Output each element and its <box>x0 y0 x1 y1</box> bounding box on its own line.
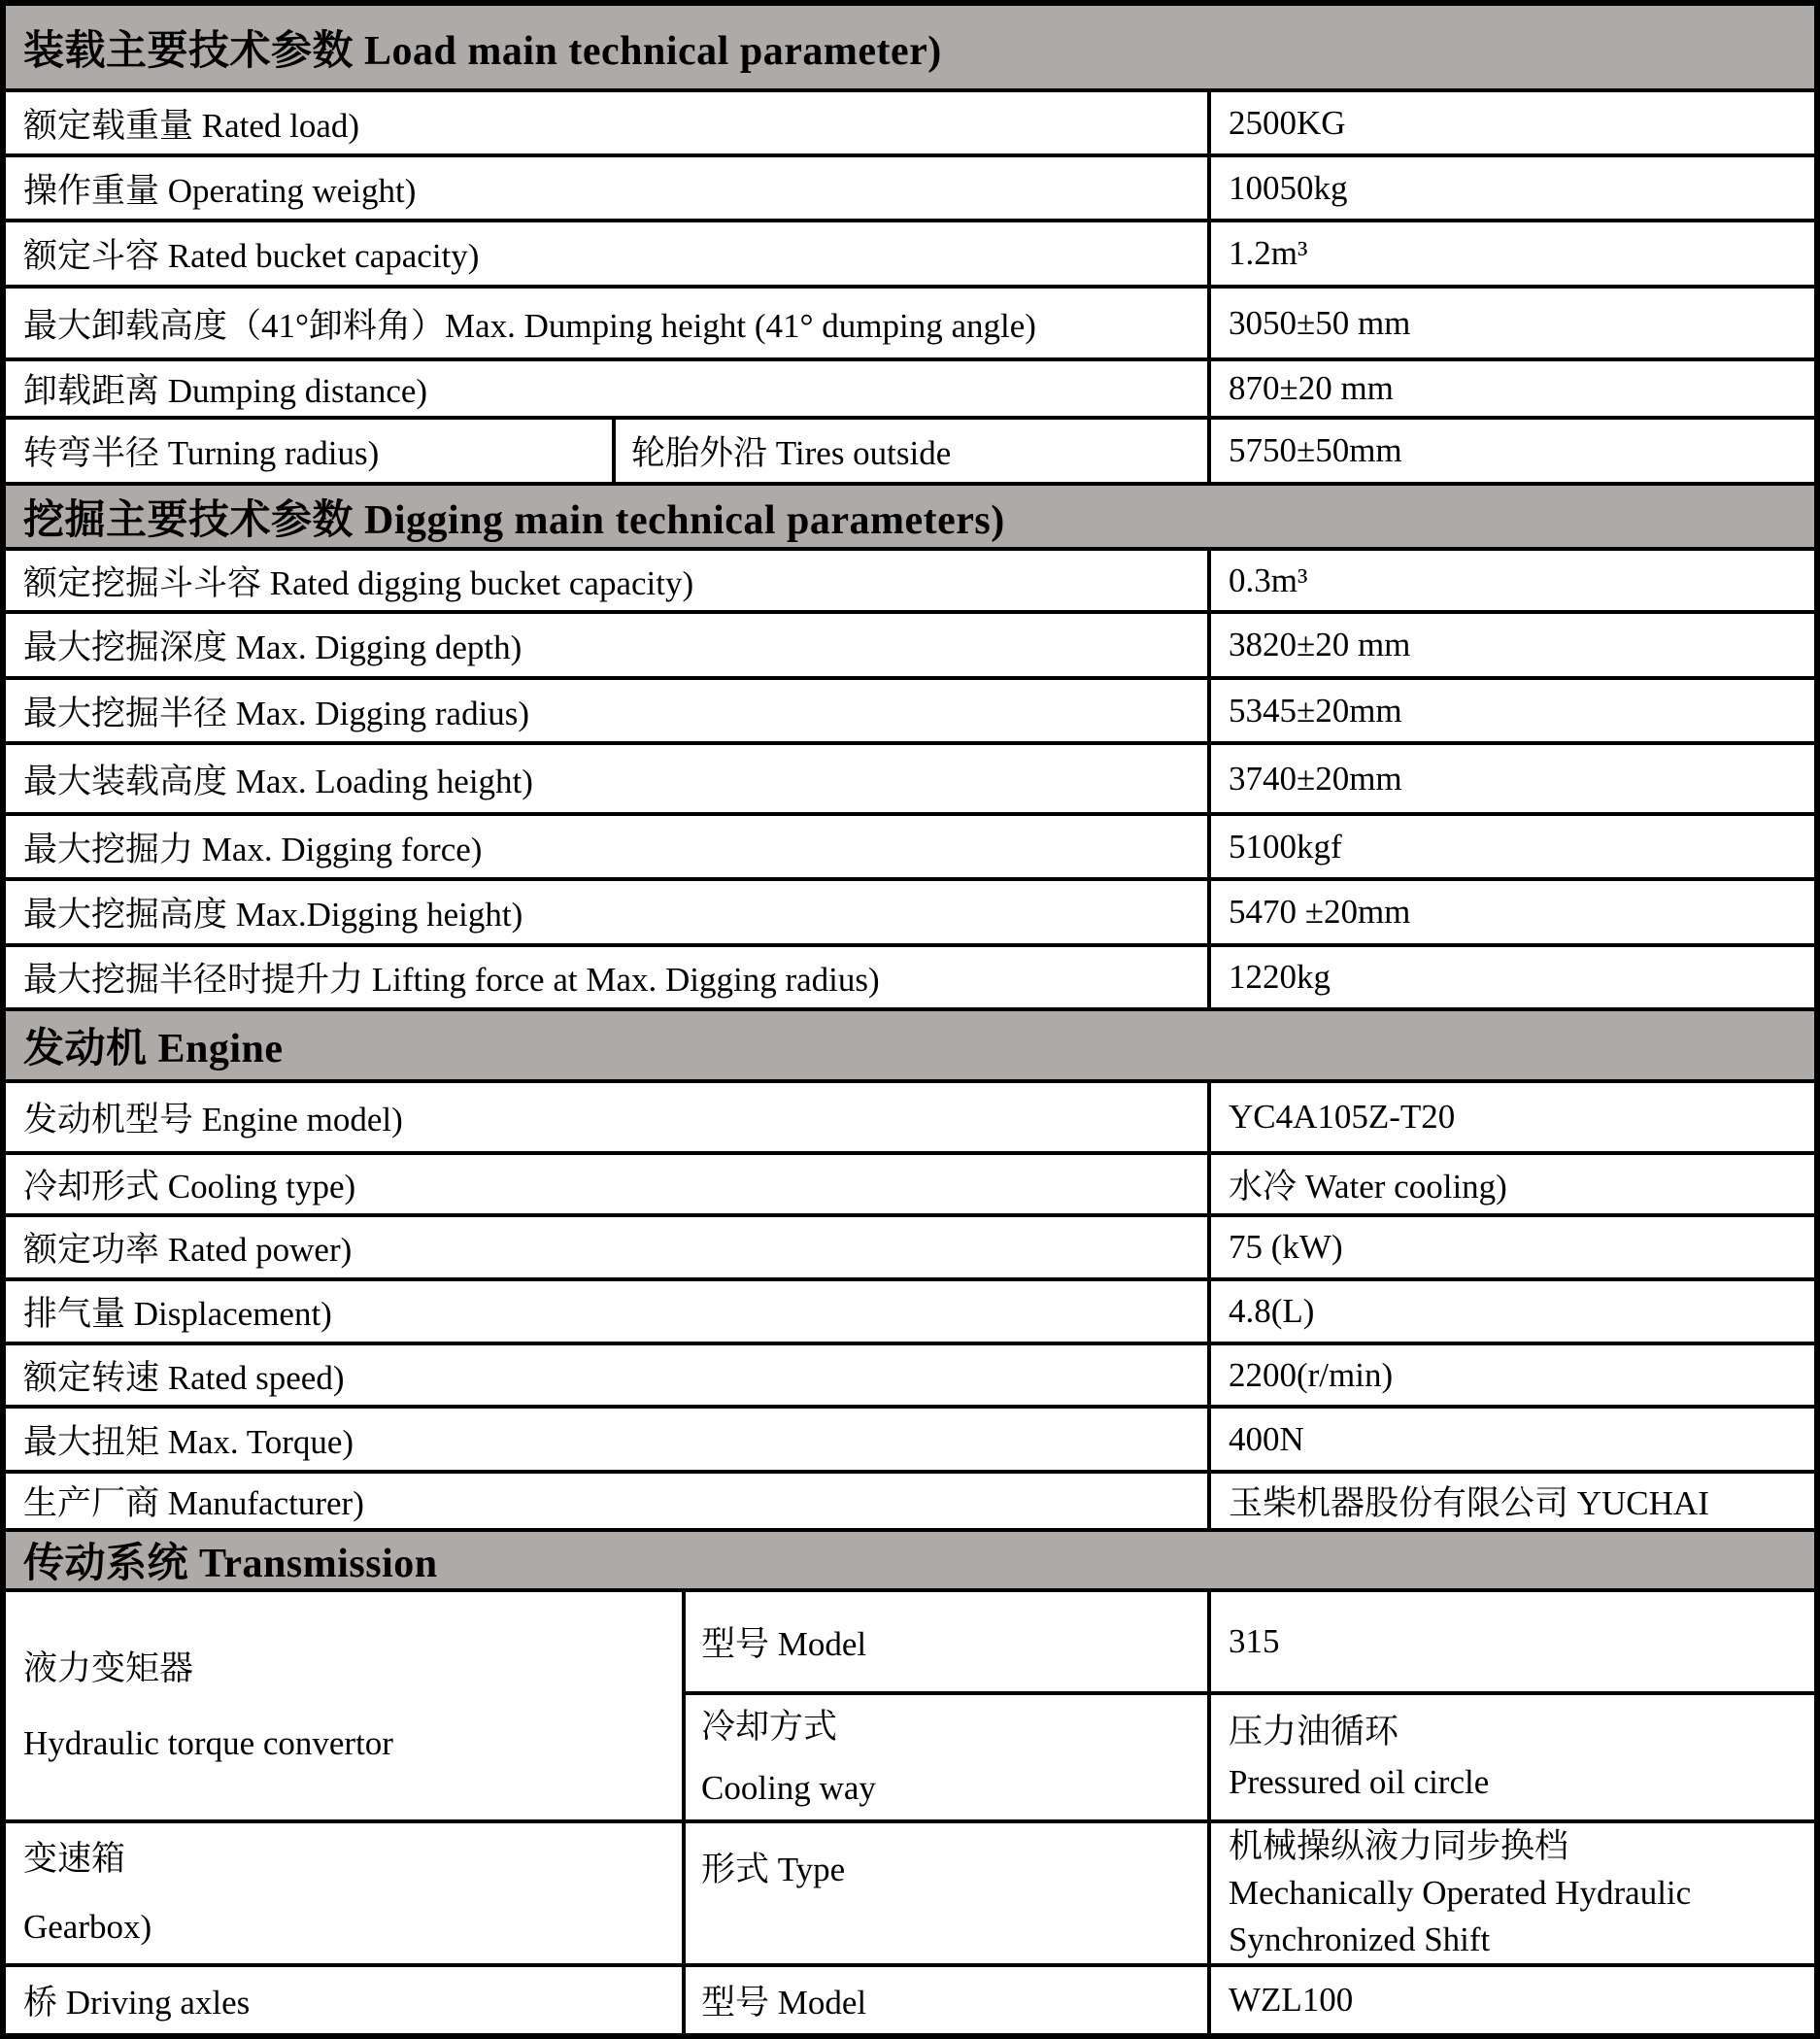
value-rated-load: 2500KG <box>1229 103 1346 142</box>
row-lifting-force <box>6 947 1814 1011</box>
row-max-torque <box>6 1409 1814 1474</box>
label-torque-converter <box>6 1592 686 1819</box>
row-rated-speed <box>6 1345 1814 1409</box>
value-dumping-distance: 870±20 mm <box>1229 369 1394 407</box>
section-header-engine <box>6 1011 1814 1083</box>
row-engine-model <box>6 1083 1814 1155</box>
value-axle-model: WZL100 <box>1229 1981 1354 2019</box>
section-header-transmission-title: 传动系统 Transmission <box>23 1542 438 1586</box>
label-rated-digging-bucket: 额定挖掘斗斗容 Rated digging bucket capacity) <box>6 551 1211 610</box>
value-max-digging-depth: 3820±20 mm <box>1229 626 1411 663</box>
row-gearbox <box>6 1823 1814 1967</box>
row-max-dumping-height <box>6 289 1814 361</box>
label-engine-model: 发动机型号 Engine model) <box>6 1083 1211 1151</box>
label-max-digging-height: 最大挖掘高度 Max.Digging height) <box>6 881 1211 943</box>
label-rated-bucket-capacity: 额定斗容 Rated bucket capacity) <box>6 222 1211 285</box>
value-cooling-way-en: Pressured oil circle <box>1229 1763 1490 1801</box>
label-torque-model: 型号 Model <box>686 1592 1211 1691</box>
section-header-digging-title: 挖掘主要技术参数 Digging main technical parameters) <box>23 497 1005 543</box>
section-header-engine-title: 发动机 Engine <box>23 1027 284 1071</box>
section-header-transmission <box>6 1532 1814 1592</box>
label-max-loading-height: 最大装载高度 Max. Loading height) <box>6 745 1211 812</box>
label-gearbox-cn: 变速箱 <box>23 1840 126 1878</box>
label-max-dumping-height: 最大卸载高度（41°卸料角）Max. Dumping height (41° dumping angle) <box>6 289 1211 357</box>
row-max-digging-height <box>6 881 1814 947</box>
label-rated-power: 额定功率 Rated power) <box>6 1217 1211 1277</box>
label-rated-load: 额定载重量 Rated load) <box>6 92 1211 153</box>
row-displacement <box>6 1281 1814 1345</box>
label-gearbox <box>6 1823 686 1963</box>
label-cooling-way <box>686 1695 1211 1819</box>
label-rated-speed: 额定转速 Rated speed) <box>6 1345 1211 1405</box>
section-header-load-title: 装载主要技术参数 Load main technical parameter) <box>23 28 942 74</box>
value-gearbox-type <box>1211 1823 1814 1963</box>
label-cooling-way-en: Cooling way <box>701 1769 876 1807</box>
label-cooling-way-cn: 冷却方式 <box>701 1708 838 1746</box>
section-header-load <box>6 6 1814 92</box>
label-torque-converter-cn: 液力变矩器 <box>23 1649 194 1687</box>
value-max-torque: 400N <box>1229 1419 1304 1458</box>
row-torque-converter <box>6 1592 1814 1823</box>
value-cooling-type: 水冷 Water cooling) <box>1229 1168 1507 1206</box>
torque-converter-subrows <box>686 1592 1814 1819</box>
label-max-torque: 最大扭矩 Max. Torque) <box>6 1409 1211 1470</box>
value-turning-radius: 5750±50mm <box>1229 431 1402 469</box>
row-cooling-type <box>6 1155 1814 1217</box>
value-gearbox-type-cn: 机械操纵液力同步换档 <box>1229 1826 1569 1865</box>
row-max-loading-height <box>6 745 1814 816</box>
value-torque-model: 315 <box>1229 1622 1280 1660</box>
value-cooling-way-cn: 压力油循环 <box>1229 1712 1399 1750</box>
subrow-torque-cooling <box>686 1695 1814 1819</box>
value-max-digging-height: 5470 ±20mm <box>1229 893 1411 931</box>
row-max-digging-radius <box>6 680 1814 745</box>
label-cooling-type: 冷却形式 Cooling type) <box>6 1155 1211 1213</box>
value-manufacturer: 玉柴机器股份有限公司 YUCHAI <box>1229 1484 1709 1522</box>
label-operating-weight: 操作重量 Operating weight) <box>6 157 1211 219</box>
row-rated-load <box>6 92 1814 157</box>
label-tires-outside: 轮胎外沿 Tires outside <box>616 420 1211 482</box>
label-dumping-distance: 卸载距离 Dumping distance) <box>6 361 1211 416</box>
value-gearbox-type-en2: Synchronized Shift <box>1229 1920 1491 1959</box>
row-max-digging-force <box>6 816 1814 881</box>
label-max-digging-radius: 最大挖掘半径 Max. Digging radius) <box>6 680 1211 741</box>
label-displacement: 排气量 Displacement) <box>6 1281 1211 1342</box>
value-operating-weight: 10050kg <box>1229 168 1348 207</box>
row-rated-bucket-capacity <box>6 222 1814 289</box>
value-displacement: 4.8(L) <box>1229 1292 1315 1330</box>
value-gearbox-type-en1: Mechanically Operated Hydraulic <box>1229 1873 1692 1912</box>
value-rated-bucket-capacity: 1.2m³ <box>1229 234 1308 272</box>
value-max-digging-radius: 5345±20mm <box>1229 691 1402 730</box>
label-gearbox-en: Gearbox) <box>23 1908 152 1946</box>
row-operating-weight <box>6 157 1814 222</box>
value-engine-model: YC4A105Z-T20 <box>1229 1098 1456 1136</box>
label-lifting-force: 最大挖掘半径时提升力 Lifting force at Max. Digging radius) <box>6 947 1211 1007</box>
value-max-loading-height: 3740±20mm <box>1229 759 1402 798</box>
label-gearbox-type: 形式 Type <box>686 1823 1211 1963</box>
value-max-dumping-height: 3050±50 mm <box>1229 303 1411 342</box>
section-header-digging <box>6 486 1814 551</box>
value-cooling-way <box>1211 1695 1814 1819</box>
label-manufacturer: 生产厂商 Manufacturer) <box>6 1474 1211 1528</box>
value-rated-digging-bucket: 0.3m³ <box>1229 561 1308 599</box>
label-driving-axles: 桥 Driving axles <box>6 1967 686 2033</box>
label-axle-model: 型号 Model <box>686 1967 1211 2033</box>
row-turning-radius <box>6 420 1814 486</box>
value-max-digging-force: 5100kgf <box>1229 827 1342 866</box>
row-rated-power <box>6 1217 1814 1281</box>
value-rated-power: 75 (kW) <box>1229 1228 1343 1266</box>
value-rated-speed: 2200(r/min) <box>1229 1355 1394 1394</box>
row-dumping-distance <box>6 361 1814 420</box>
value-lifting-force: 1220kg <box>1229 958 1331 996</box>
label-turning-radius: 转弯半径 Turning radius) <box>6 420 616 482</box>
subrow-torque-model <box>686 1592 1814 1695</box>
label-torque-converter-en: Hydraulic torque convertor <box>23 1724 393 1762</box>
label-max-digging-force: 最大挖掘力 Max. Digging force) <box>6 816 1211 877</box>
row-rated-digging-bucket <box>6 551 1814 614</box>
row-manufacturer <box>6 1474 1814 1532</box>
label-max-digging-depth: 最大挖掘深度 Max. Digging depth) <box>6 614 1211 676</box>
row-driving-axles <box>6 1967 1814 2033</box>
row-max-digging-depth <box>6 614 1814 680</box>
